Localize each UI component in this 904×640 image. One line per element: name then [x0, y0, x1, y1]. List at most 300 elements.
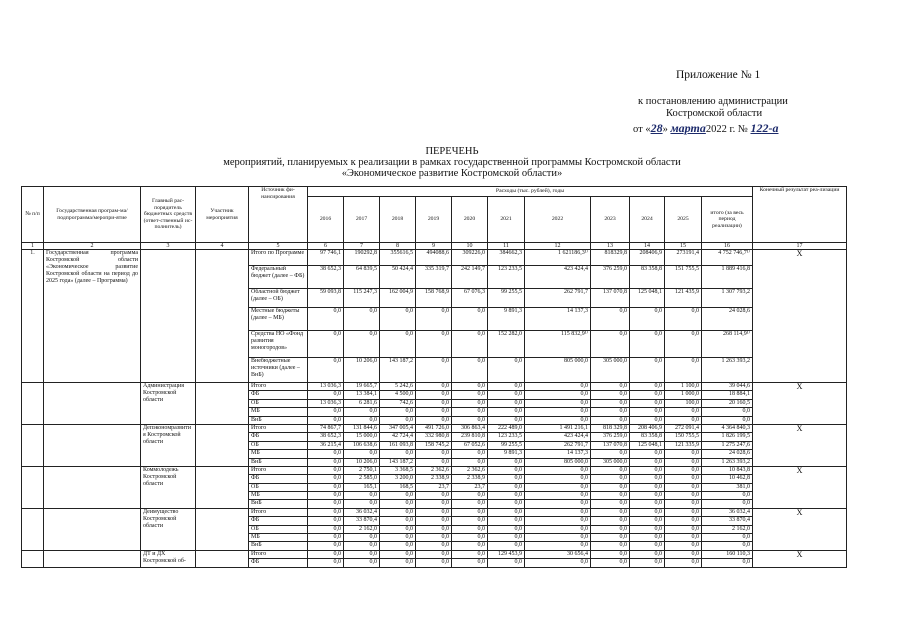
value-cell: 0,0 [665, 458, 702, 466]
value-cell: 0,0 [591, 399, 630, 407]
value-cell: 305 000,0 [591, 358, 630, 383]
value-cell: 0,0 [452, 559, 488, 567]
header-year: 2017 [344, 197, 380, 243]
value-cell: 0,0 [665, 517, 702, 525]
header-year: 2019 [416, 197, 452, 243]
value-cell: 143 187,2 [380, 458, 416, 466]
value-cell: 0,0 [416, 450, 452, 458]
value-cell: 0,0 [488, 517, 525, 525]
result-mark: X [753, 466, 847, 508]
value-cell: 158 768,9 [416, 289, 452, 308]
value-cell: 0,0 [591, 408, 630, 416]
value-cell: 0,0 [308, 408, 344, 416]
value-cell: 272 091,4 [665, 424, 702, 432]
value-cell: 0,0 [308, 391, 344, 399]
decree-prefix: от « [633, 124, 651, 135]
value-cell: 0,0 [665, 308, 702, 331]
value-cell: 0,0 [702, 492, 753, 500]
document-subtitle: мероприятий, планируемых к реализации в рамках государственной программы Костромской области [223, 157, 681, 168]
value-cell: 97 746,1 [308, 250, 344, 266]
value-cell: 0,0 [344, 534, 380, 542]
value-cell: 0,0 [665, 416, 702, 424]
value-cell: 0,0 [308, 517, 344, 525]
value-cell: 0,0 [630, 475, 665, 483]
value-cell: 1 491 216,1 [525, 424, 591, 432]
value-cell: 23,7 [452, 483, 488, 491]
column-number: 11 [488, 243, 525, 250]
value-cell: 0,0 [525, 399, 591, 407]
value-cell: 0,0 [308, 308, 344, 331]
column-number: 9 [416, 243, 452, 250]
agency-name: Депэкономразвития Костромской области [141, 424, 196, 466]
value-cell: 121 335,9 [665, 441, 702, 449]
value-cell: 0,0 [416, 408, 452, 416]
value-cell: 355616,5 [380, 250, 416, 266]
source-cell: МБ [249, 534, 308, 542]
source-cell: Средства НО «Фонд развития моногородов» [249, 331, 308, 358]
source-cell: ОБ [249, 525, 308, 533]
document-title: ПЕРЕЧЕНЬ [425, 146, 479, 157]
source-cell: Областной бюджет (далее – ОБ) [249, 289, 308, 308]
value-cell: 50 424,4 [380, 266, 416, 289]
value-cell: 805 000,0 [525, 458, 591, 466]
value-cell: 376 259,0 [591, 433, 630, 441]
value-cell: 5 242,6 [380, 383, 416, 391]
value-cell: 36 215,4 [308, 441, 344, 449]
decree-date-line [633, 121, 779, 136]
value-cell: 3 200,0 [380, 475, 416, 483]
value-cell: 0,0 [416, 399, 452, 407]
value-cell: 0,0 [591, 492, 630, 500]
source-cell: Внебюджетные источники (далее – ВнБ) [249, 358, 308, 383]
header-participant: Участник мероприятия [196, 187, 249, 243]
value-cell: 162 004,9 [380, 289, 416, 308]
value-cell: 0,0 [344, 450, 380, 458]
value-cell: 0,0 [630, 399, 665, 407]
value-cell: 0,0 [308, 458, 344, 466]
value-cell: 0,0 [488, 483, 525, 491]
value-cell: 0,0 [416, 416, 452, 424]
source-cell: ФБ [249, 391, 308, 399]
agency-num-cell [22, 508, 44, 550]
value-cell: 0,0 [630, 391, 665, 399]
value-cell: 376 259,0 [591, 266, 630, 289]
appendix-number: Приложение № 1 [676, 69, 761, 81]
result-mark: X [753, 424, 847, 466]
value-cell: 0,0 [308, 550, 344, 558]
value-cell: 6 281,6 [344, 399, 380, 407]
value-cell: 0,0 [308, 525, 344, 533]
value-cell: 0,0 [308, 559, 344, 567]
value-cell: 125 048,1 [630, 289, 665, 308]
value-cell: 332 980,8 [416, 433, 452, 441]
value-cell: 38 652,3 [308, 266, 344, 289]
value-cell: 168,5 [380, 483, 416, 491]
value-cell: 0,0 [591, 525, 630, 533]
value-cell: 0,0 [416, 331, 452, 358]
value-cell: 0,0 [452, 500, 488, 508]
table-row [22, 383, 847, 391]
value-cell: 0,0 [702, 500, 753, 508]
column-number: 7 [344, 243, 380, 250]
value-cell: 0,0 [702, 534, 753, 542]
value-cell: 0,0 [525, 525, 591, 533]
value-cell: 0,0 [308, 492, 344, 500]
value-cell: 2 362,6 [452, 466, 488, 474]
value-cell: 0,0 [344, 408, 380, 416]
source-cell: ФБ [249, 433, 308, 441]
value-cell: 24 028,6 [702, 308, 753, 331]
column-number: 13 [591, 243, 630, 250]
value-cell: 0,0 [452, 450, 488, 458]
value-cell: 151 755,5 [665, 266, 702, 289]
value-cell: 0,0 [452, 508, 488, 516]
value-cell: 0,0 [416, 383, 452, 391]
value-cell: 208 406,9 [630, 424, 665, 432]
decree-year: 2022 г. № [705, 124, 751, 135]
value-cell: 0,0 [344, 550, 380, 558]
value-cell: 10 206,0 [344, 458, 380, 466]
value-cell: 0,0 [380, 450, 416, 458]
source-cell: Итого [249, 424, 308, 432]
value-cell: 0,0 [630, 534, 665, 542]
value-cell: 309226,0 [452, 250, 488, 266]
value-cell: 0,0 [630, 525, 665, 533]
value-cell: 125 048,1 [630, 441, 665, 449]
value-cell: 0,0 [630, 331, 665, 358]
agency-name: Деимущество Костромской области [141, 508, 196, 550]
agency-num-cell [22, 466, 44, 508]
value-cell: 2 362,6 [416, 466, 452, 474]
value-cell: 36 032,4 [702, 508, 753, 516]
value-cell: 36 032,4 [344, 508, 380, 516]
column-number-row [22, 243, 847, 250]
value-cell: 0,0 [308, 542, 344, 550]
program-number: 1. [22, 250, 44, 383]
value-cell: 1 275 247,6 [702, 441, 753, 449]
source-cell: ОБ [249, 399, 308, 407]
value-cell: 0,0 [380, 534, 416, 542]
value-cell: 0,0 [665, 559, 702, 567]
header-year: 2023 [591, 197, 630, 243]
source-cell: ФБ [249, 559, 308, 567]
value-cell: 0,0 [308, 475, 344, 483]
value-cell: 0,0 [380, 331, 416, 358]
value-cell: 0,0 [488, 500, 525, 508]
table-row [22, 250, 847, 266]
value-cell: 0,0 [591, 450, 630, 458]
value-cell: 0,0 [630, 416, 665, 424]
agency-name: Коммолодежь Костромской области [141, 466, 196, 508]
value-cell: 129 453,9 [488, 550, 525, 558]
value-cell: 0,0 [344, 500, 380, 508]
value-cell: 0,0 [308, 508, 344, 516]
value-cell: 0,0 [380, 500, 416, 508]
value-cell: 0,0 [488, 358, 525, 383]
value-cell: 39 044,6 [702, 383, 753, 391]
value-cell: 59 093,8 [308, 289, 344, 308]
value-cell: 0,0 [665, 466, 702, 474]
value-cell: 0,0 [591, 475, 630, 483]
value-cell: 0,0 [665, 483, 702, 491]
agency-program-cell [44, 424, 141, 466]
value-cell: 67 052,6 [452, 441, 488, 449]
value-cell: 0,0 [380, 550, 416, 558]
value-cell: 0,0 [380, 542, 416, 550]
value-cell: 0,0 [416, 517, 452, 525]
value-cell: 0,0 [488, 559, 525, 567]
value-cell: 0,0 [591, 508, 630, 516]
source-cell: ОБ [249, 441, 308, 449]
value-cell: 19 665,7 [344, 383, 380, 391]
source-cell: Итого по Программе [249, 250, 308, 266]
value-cell: 0,0 [591, 550, 630, 558]
value-cell: 150 755,5 [665, 433, 702, 441]
value-cell: 0,0 [344, 308, 380, 331]
value-cell: 384662,3 [488, 250, 525, 266]
header-num: № п/п [22, 187, 44, 243]
value-cell: 2 162,0 [344, 525, 380, 533]
value-cell: 2 585,0 [344, 475, 380, 483]
value-cell: 100,0 [665, 399, 702, 407]
value-cell: 0,0 [630, 408, 665, 416]
column-number: 4 [196, 243, 249, 250]
value-cell: 208406,9 [630, 250, 665, 266]
value-cell: 115 832,9¹⁾ [525, 331, 591, 358]
value-cell: 1 263 393,2 [702, 458, 753, 466]
value-cell: 0,0 [630, 466, 665, 474]
decree-line-2: Костромской области [666, 108, 763, 119]
value-cell: 9 891,3 [488, 450, 525, 458]
header-total: итого (за весь период реализации) [702, 197, 753, 243]
table-row [22, 550, 847, 558]
value-cell: 13 384,1 [344, 391, 380, 399]
value-cell: 0,0 [591, 559, 630, 567]
source-cell: Итого [249, 550, 308, 558]
value-cell: 143 187,2 [380, 358, 416, 383]
value-cell: 14 137,3 [525, 308, 591, 331]
value-cell: 0,0 [308, 416, 344, 424]
agency-program-cell [44, 383, 141, 425]
value-cell: 137 070,8 [591, 289, 630, 308]
value-cell: 0,0 [630, 483, 665, 491]
header-source: Источник фи-нансирования [249, 187, 308, 243]
value-cell: 0,0 [488, 508, 525, 516]
value-cell: 3 368,5 [380, 466, 416, 474]
table-row [22, 466, 847, 474]
value-cell: 0,0 [452, 416, 488, 424]
program-name-title: «Экономическое развитие Костромской области» [341, 168, 563, 179]
value-cell: 190292,8 [344, 250, 380, 266]
value-cell: 423 424,4 [525, 433, 591, 441]
value-cell: 67 076,3 [452, 289, 488, 308]
value-cell: 158 745,2 [416, 441, 452, 449]
value-cell: 0,0 [488, 534, 525, 542]
value-cell: 0,0 [488, 399, 525, 407]
value-cell: 381,0 [702, 483, 753, 491]
value-cell: 0,0 [452, 542, 488, 550]
value-cell: 0,0 [416, 525, 452, 533]
header-expenses: Расходы (тыс. рублей), годы [308, 187, 753, 197]
value-cell: 83 358,8 [630, 433, 665, 441]
value-cell: 0,0 [525, 408, 591, 416]
value-cell: 0,0 [452, 492, 488, 500]
agency-name: Администрация Костромской области [141, 383, 196, 425]
value-cell: 0,0 [488, 408, 525, 416]
value-cell: 222 489,0 [488, 424, 525, 432]
value-cell: 4 364 840,3 [702, 424, 753, 432]
table-row [22, 424, 847, 432]
value-cell: 0,0 [665, 542, 702, 550]
value-cell: 494088,6 [416, 250, 452, 266]
decree-line-1: к постановлению администрации [638, 96, 788, 107]
value-cell: 0,0 [452, 550, 488, 558]
value-cell: 0,0 [488, 466, 525, 474]
value-cell: 0,0 [525, 508, 591, 516]
value-cell: 1 100,0 [665, 383, 702, 391]
value-cell: 0,0 [452, 517, 488, 525]
value-cell: 0,0 [591, 466, 630, 474]
value-cell: 0,0 [488, 458, 525, 466]
value-cell: 2 750,1 [344, 466, 380, 474]
source-cell: МБ [249, 492, 308, 500]
value-cell: 38 652,3 [308, 433, 344, 441]
source-cell: ФБ [249, 475, 308, 483]
value-cell: 0,0 [416, 508, 452, 516]
source-cell: ВнБ [249, 416, 308, 424]
value-cell: 268 114,9¹⁾ [702, 331, 753, 358]
source-cell: ВнБ [249, 542, 308, 550]
source-cell: Федеральный бюджет (далее – ФБ) [249, 266, 308, 289]
value-cell: 0,0 [308, 450, 344, 458]
value-cell: 0,0 [525, 542, 591, 550]
value-cell: 0,0 [702, 559, 753, 567]
agency-program-cell [44, 508, 141, 550]
source-cell: ОБ [249, 483, 308, 491]
source-cell: ВнБ [249, 500, 308, 508]
value-cell: 1 889 416,8 [702, 266, 753, 289]
agency-participant [196, 466, 249, 508]
value-cell: 0,0 [525, 483, 591, 491]
value-cell: 0,0 [488, 492, 525, 500]
column-number: 5 [249, 243, 308, 250]
decree-number: 122-а [750, 121, 779, 135]
value-cell: 0,0 [308, 358, 344, 383]
value-cell: 0,0 [630, 542, 665, 550]
value-cell: 0,0 [591, 416, 630, 424]
value-cell: 1 621186,3¹⁾ [525, 250, 591, 266]
value-cell: 0,0 [702, 542, 753, 550]
value-cell: 0,0 [452, 399, 488, 407]
value-cell: 0,0 [308, 534, 344, 542]
decree-month: марта [670, 121, 706, 135]
value-cell: 0,0 [591, 534, 630, 542]
column-number: 17 [753, 243, 847, 250]
agency-num-cell [22, 424, 44, 466]
value-cell: 1 826 199,5 [702, 433, 753, 441]
value-cell: 262 791,7 [525, 289, 591, 308]
header-year: 2025 [665, 197, 702, 243]
value-cell: 64 839,5 [344, 266, 380, 289]
value-cell: 0,0 [665, 525, 702, 533]
column-number: 14 [630, 243, 665, 250]
value-cell: 0,0 [630, 508, 665, 516]
header-year: 2020 [452, 197, 488, 243]
program-name: Государственная программа Костромской области «Экономическое развитие Костромской области на период до 2025 года» (далее – Программа) [44, 250, 141, 383]
table-row [22, 508, 847, 516]
value-cell: 0,0 [488, 391, 525, 399]
value-cell: 0,0 [591, 308, 630, 331]
value-cell: 0,0 [488, 542, 525, 550]
value-cell: 20 160,5 [702, 399, 753, 407]
value-cell: 2 162,0 [702, 525, 753, 533]
value-cell: 0,0 [591, 542, 630, 550]
agency-participant [196, 383, 249, 425]
value-cell: 33 870,4 [344, 517, 380, 525]
agency-num-cell [22, 550, 44, 567]
agency-participant [196, 508, 249, 550]
value-cell: 491 726,0 [416, 424, 452, 432]
value-cell: 0,0 [380, 492, 416, 500]
value-cell: 423 424,4 [525, 266, 591, 289]
value-cell: 0,0 [308, 500, 344, 508]
value-cell: 0,0 [630, 358, 665, 383]
value-cell: 0,0 [308, 483, 344, 491]
value-cell: 0,0 [452, 534, 488, 542]
value-cell: 0,0 [452, 331, 488, 358]
value-cell: 121 435,9 [665, 289, 702, 308]
value-cell: 0,0 [308, 331, 344, 358]
value-cell: 0,0 [452, 525, 488, 533]
value-cell: 0,0 [416, 559, 452, 567]
value-cell: 137 070,8 [591, 441, 630, 449]
header-program: Государственная програм-ма/подпрограмма/меропри-ятие [44, 187, 141, 243]
column-number: 3 [141, 243, 196, 250]
column-number: 12 [525, 243, 591, 250]
value-cell: 0,0 [416, 542, 452, 550]
value-cell: 165,1 [344, 483, 380, 491]
source-cell: Итого [249, 383, 308, 391]
source-cell: ВнБ [249, 458, 308, 466]
value-cell: 0,0 [452, 308, 488, 331]
value-cell: 0,0 [380, 525, 416, 533]
value-cell: 239 810,8 [452, 433, 488, 441]
value-cell: 0,0 [630, 450, 665, 458]
source-cell: Итого [249, 466, 308, 474]
value-cell: 0,0 [630, 500, 665, 508]
value-cell: 0,0 [665, 475, 702, 483]
value-cell: 0,0 [630, 308, 665, 331]
value-cell: 160 110,3 [702, 550, 753, 558]
agency-program-cell [44, 466, 141, 508]
value-cell: 0,0 [380, 416, 416, 424]
value-cell: 347 005,4 [380, 424, 416, 432]
value-cell: 13 036,3 [308, 399, 344, 407]
agency-name: ДТ и ДХ Костромской об- [141, 550, 196, 567]
value-cell: 0,0 [665, 500, 702, 508]
value-cell: 305 000,0 [591, 458, 630, 466]
value-cell: 0,0 [488, 416, 525, 424]
header-year: 2018 [380, 197, 416, 243]
agency-num-cell [22, 383, 44, 425]
value-cell: 1 307 793,2 [702, 289, 753, 308]
value-cell: 818 329,8 [591, 424, 630, 432]
program-participant [196, 250, 249, 383]
value-cell: 0,0 [380, 508, 416, 516]
value-cell: 15 000,0 [344, 433, 380, 441]
value-cell: 1 000,0 [665, 391, 702, 399]
value-cell: 24 028,6 [702, 450, 753, 458]
